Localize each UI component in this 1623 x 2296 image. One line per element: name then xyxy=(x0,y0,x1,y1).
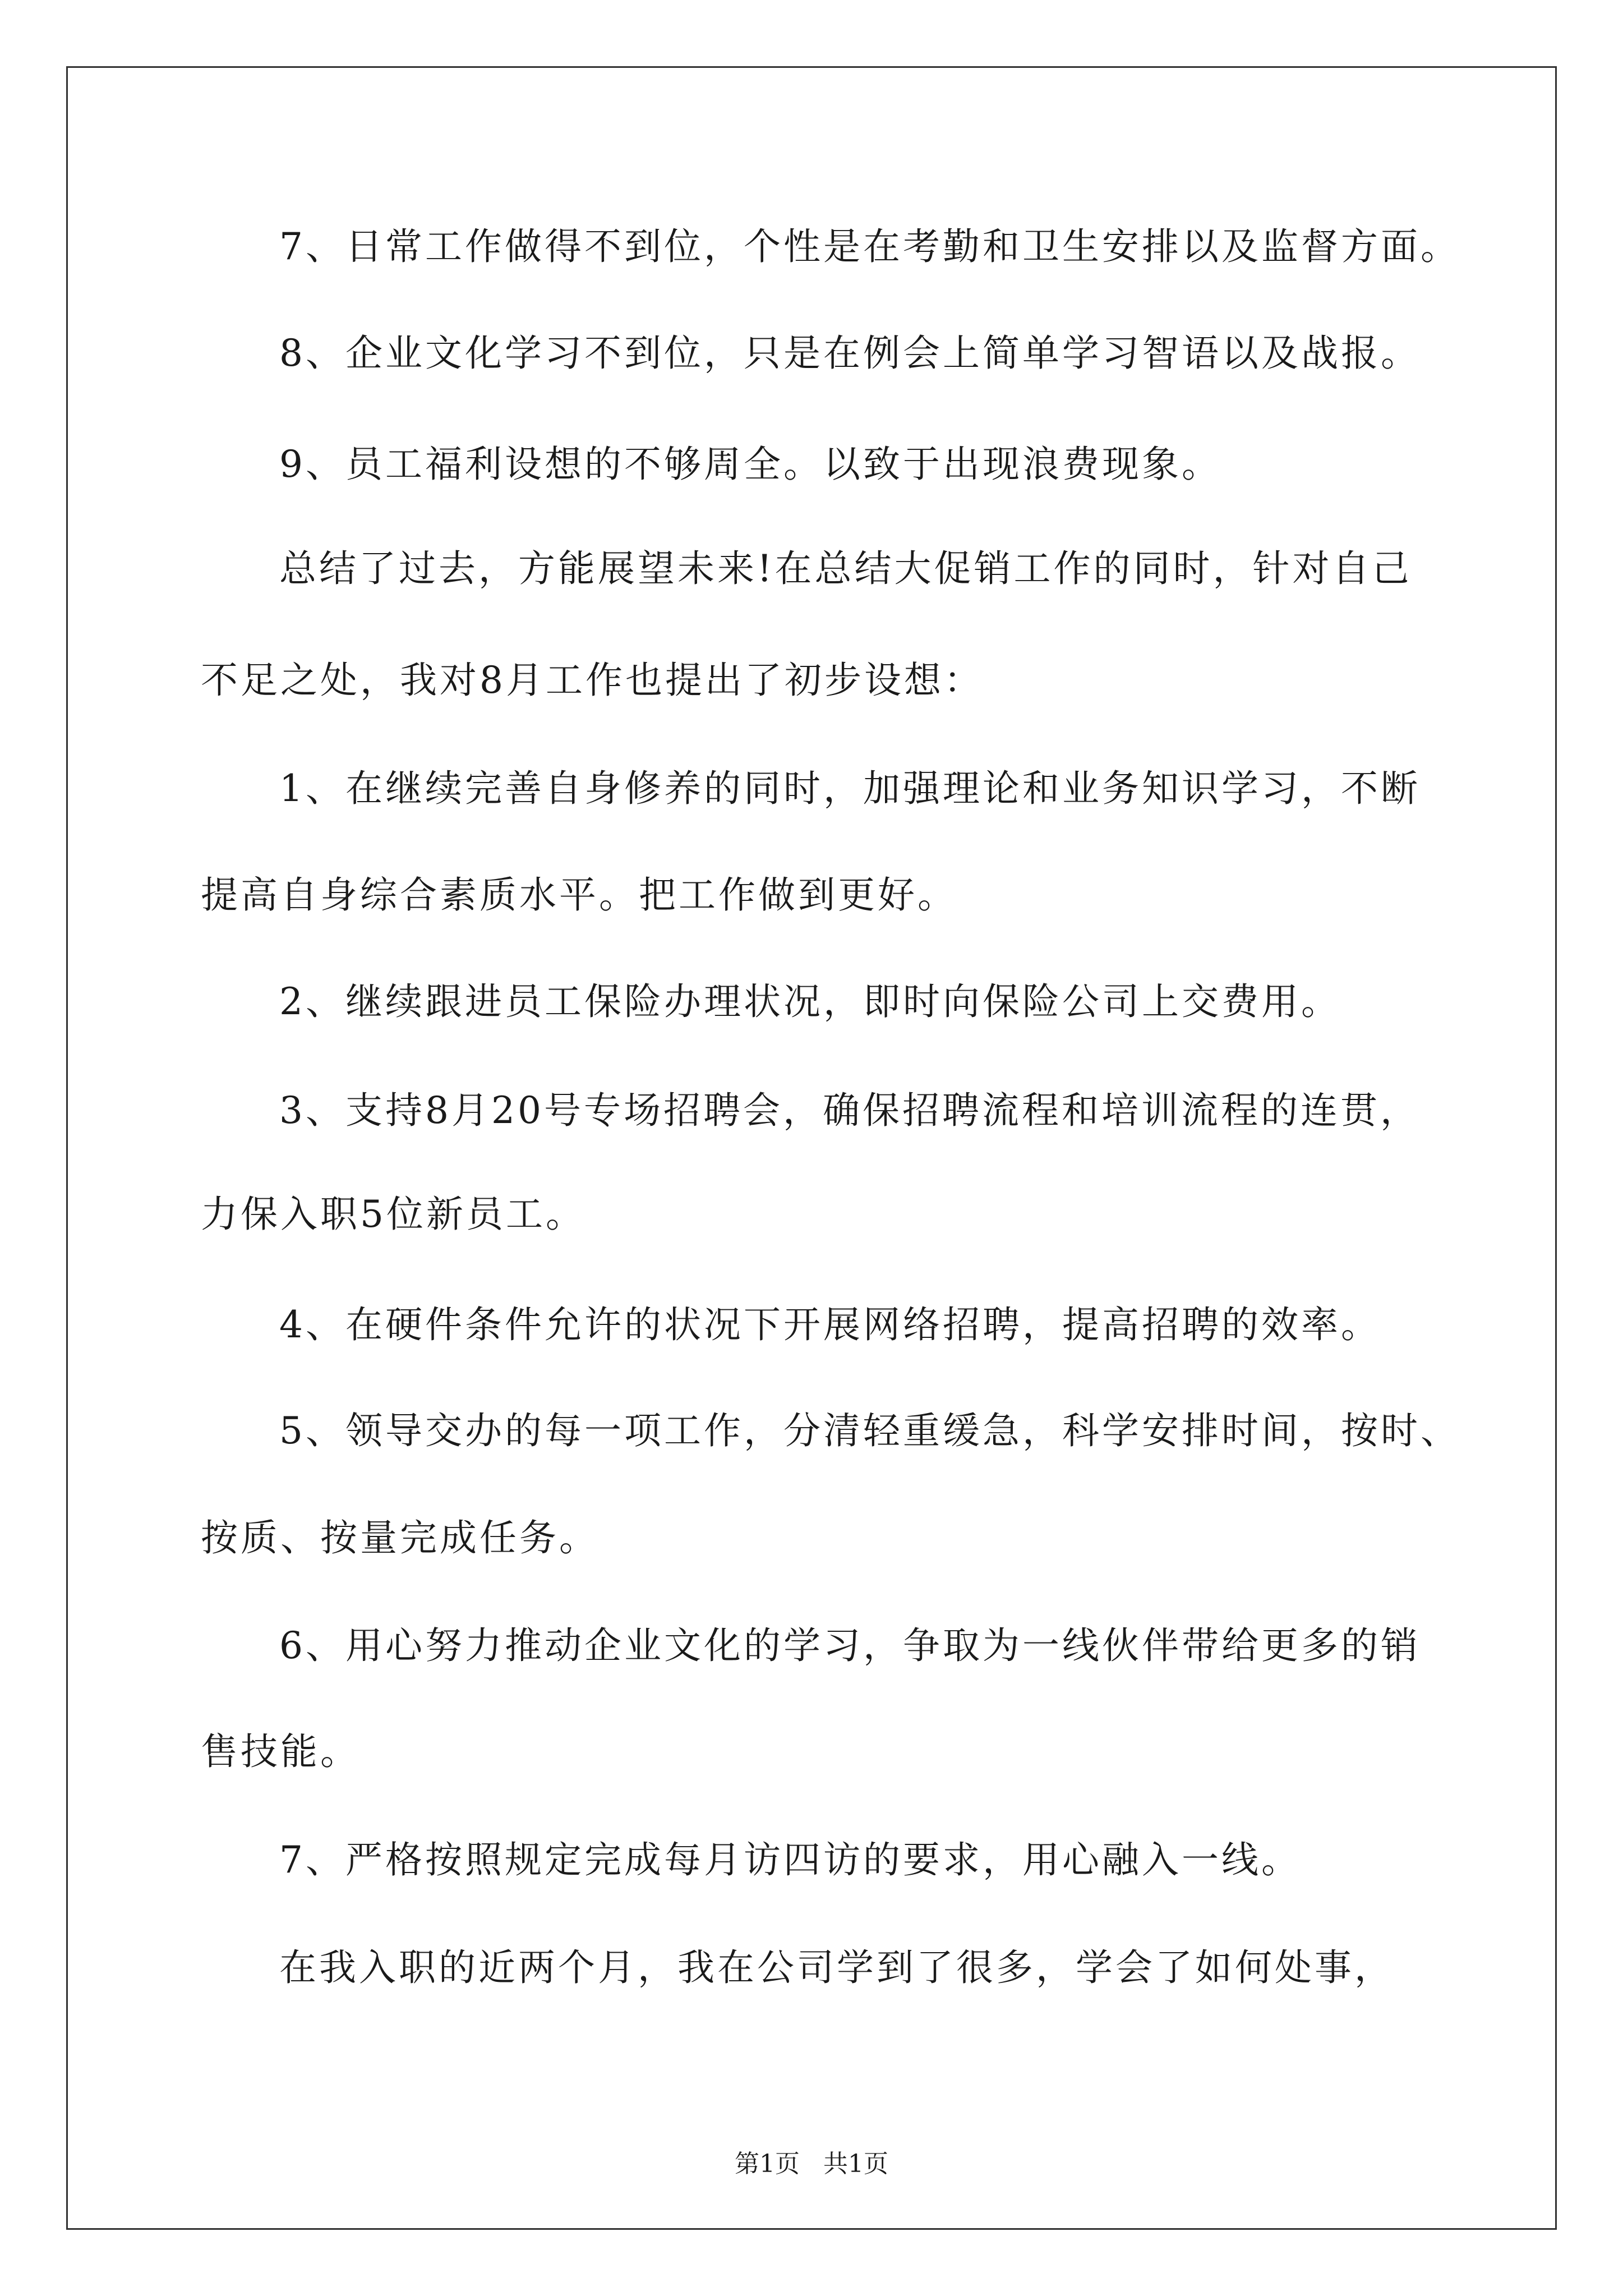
paragraph-line: 总结了过去，方能展望未来!在总结大促销工作的同时，针对自己 xyxy=(279,547,1412,590)
paragraph-line: 按质、按量完成任务。 xyxy=(201,1516,599,1559)
paragraph-line: 2、继续跟进员工保险办理状况，即时向保险公司上交费用。 xyxy=(279,980,1341,1023)
paragraph-line: 力保入职5位新员工。 xyxy=(201,1193,585,1236)
paragraph-line: 不足之处，我对8月工作也提出了初步设想： xyxy=(201,659,984,702)
page-number: 第1页 xyxy=(735,2150,800,2178)
paragraph-line: 在我入职的近两个月，我在公司学到了很多，学会了如何处事， xyxy=(279,1946,1394,1989)
paragraph-line: 提高自身综合素质水平。把工作做到更好。 xyxy=(201,873,957,917)
paragraph-line: 5、领导交办的每一项工作，分清轻重缓急，科学安排时间，按时、 xyxy=(279,1409,1460,1452)
paragraph-line: 6、用心努力推动企业文化的学习，争取为一线伙伴带给更多的销 xyxy=(279,1624,1421,1667)
paragraph-line: 4、在硬件条件允许的状况下开展网络招聘，提高招聘的效率。 xyxy=(279,1303,1381,1346)
paragraph-line: 7、日常工作做得不到位，个性是在考勤和卫生安排以及监督方面。 xyxy=(279,225,1460,268)
page-total: 共1页 xyxy=(823,2150,888,2178)
page-footer xyxy=(0,2147,1623,2181)
page-border xyxy=(66,66,1557,2230)
paragraph-line: 3、支持8月20号专场招聘会，确保招聘流程和培训流程的连贯， xyxy=(279,1089,1420,1132)
paragraph-line: 1、在继续完善自身修养的同时，加强理论和业务知识学习，不断 xyxy=(279,767,1421,810)
paragraph-line: 7、严格按照规定完成每月访四访的要求，用心融入一线。 xyxy=(279,1838,1301,1881)
paragraph-line: 9、员工福利设想的不够周全。以致于出现浪费现象。 xyxy=(279,443,1221,486)
paragraph-line: 8、企业文化学习不到位，只是在例会上简单学习智语以及战报。 xyxy=(279,332,1421,375)
paragraph-line: 售技能。 xyxy=(201,1730,360,1773)
